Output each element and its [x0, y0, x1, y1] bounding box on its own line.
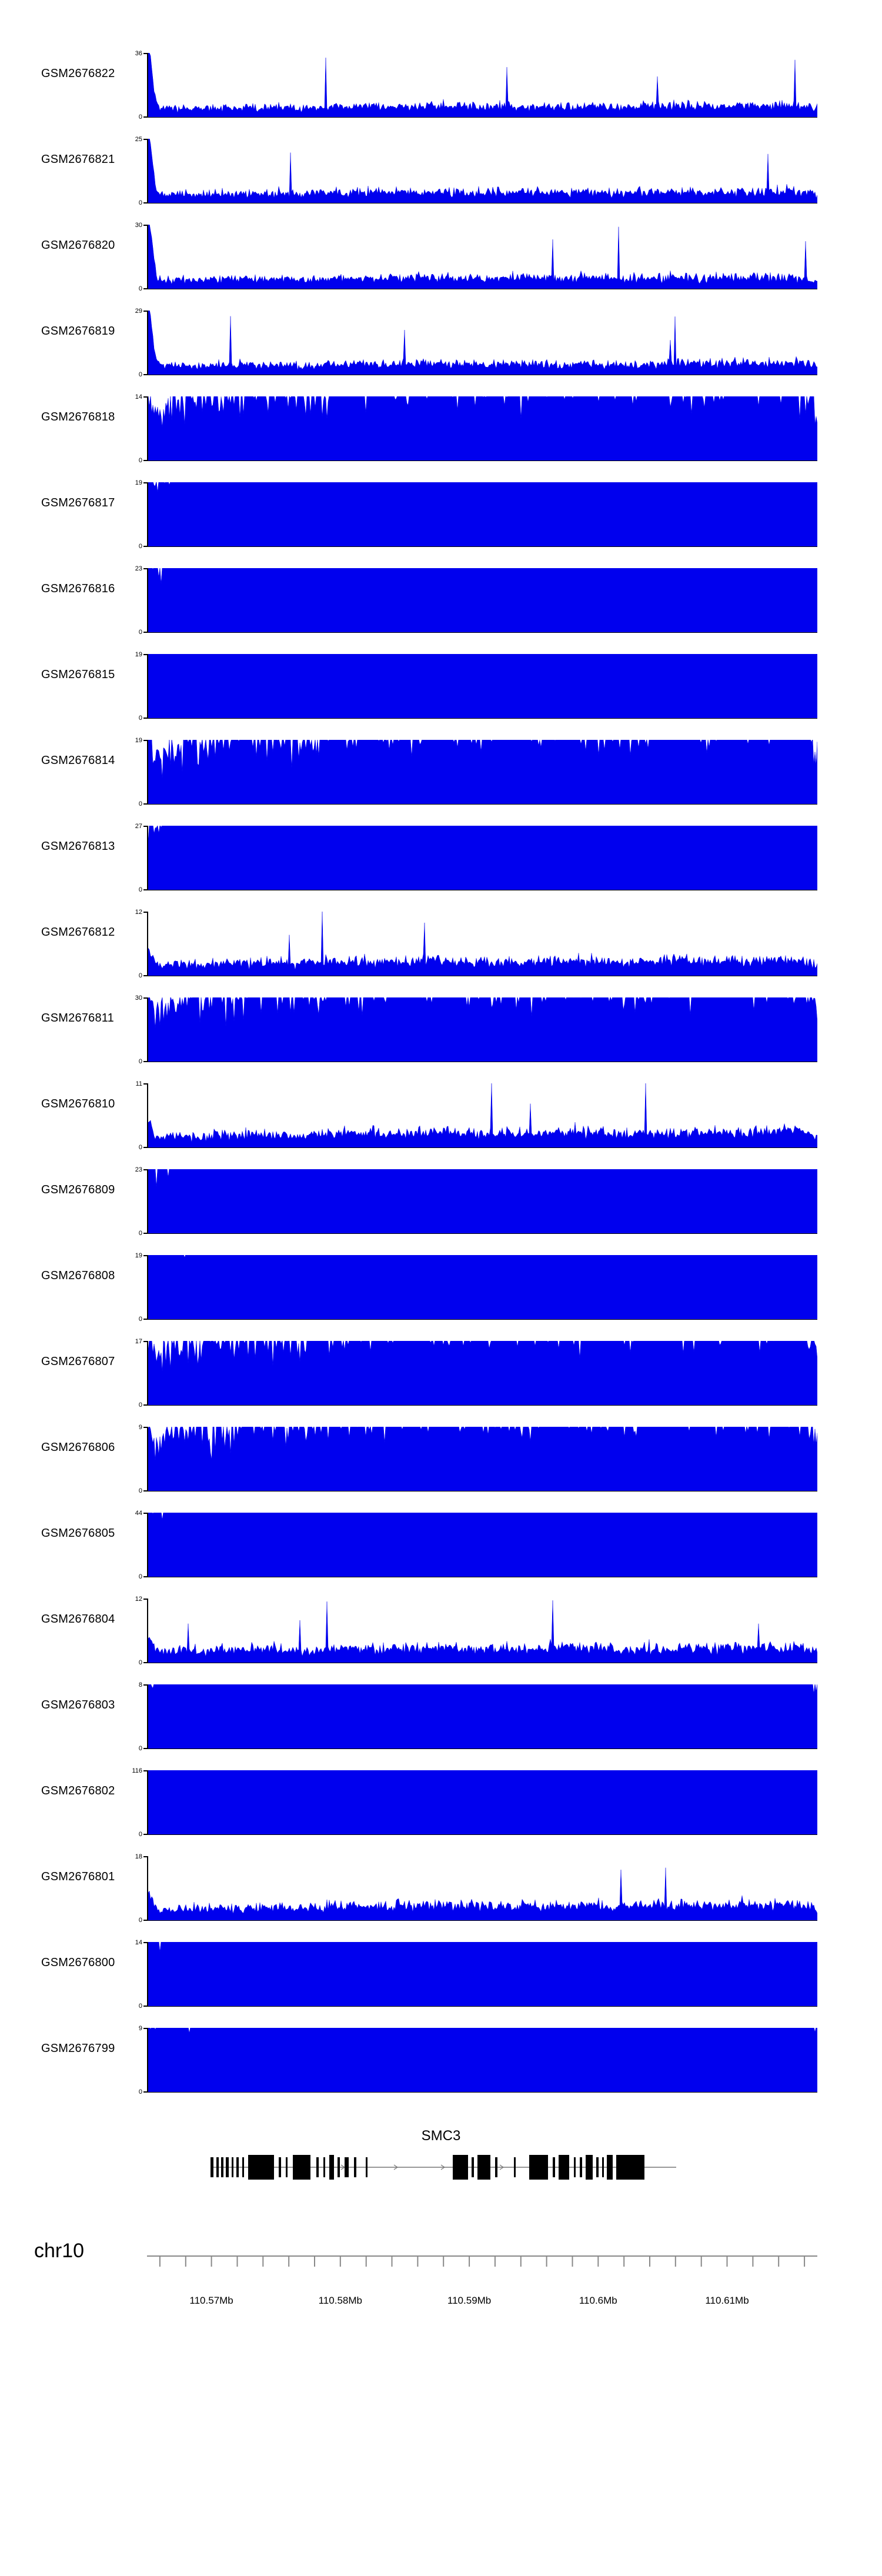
genome-axis	[0, 2235, 882, 2353]
coverage-area-svg	[148, 1341, 817, 1406]
track-plot-area	[135, 50, 817, 121]
coverage-track	[0, 1243, 882, 1329]
coverage-area-svg	[148, 826, 817, 890]
axis-tick-max	[143, 912, 147, 913]
track-sample-label: GSM2676805	[41, 1527, 115, 1540]
coverage-tracks	[0, 41, 882, 2102]
track-sample-label: GSM2676810	[41, 1097, 115, 1110]
track-ymin-label: 0	[138, 1058, 142, 1065]
track-plot-area	[135, 1510, 817, 1580]
track-ymax-label: 23	[135, 565, 142, 572]
track-ymax-label: 17	[135, 1338, 142, 1345]
coverage-area-svg	[148, 1083, 817, 1148]
coverage-area-svg	[148, 1942, 817, 2007]
axis-tick-min	[143, 1233, 147, 1234]
track-ymax-label: 18	[135, 1853, 142, 1860]
coverage-area-svg	[148, 912, 817, 976]
track-sample-label: GSM2676808	[41, 1269, 115, 1282]
axis-tick-min	[143, 1748, 147, 1749]
coverage-track	[0, 1157, 882, 1243]
track-plot-area	[135, 1338, 817, 1409]
track-plot-area	[132, 1767, 817, 1838]
coverage-area-svg	[148, 396, 817, 461]
coverage-track	[0, 2016, 882, 2102]
track-ymax-label: 14	[135, 1939, 142, 1946]
axis-tick-min	[143, 1061, 147, 1062]
axis-tick-max	[143, 53, 147, 54]
track-sample-label: GSM2676816	[41, 582, 115, 595]
track-ymax-label: 12	[135, 909, 142, 916]
track-sample-label: GSM2676820	[41, 239, 115, 252]
track-baseline	[148, 1920, 817, 1921]
track-ymax-label: 12	[135, 1596, 142, 1603]
track-ymin-label: 0	[138, 1917, 142, 1924]
track-ymin-label: 0	[138, 285, 142, 292]
axis-tick-min	[143, 1490, 147, 1491]
track-ymin-label: 0	[138, 715, 142, 722]
track-sample-label: GSM2676818	[41, 411, 115, 423]
axis-tick-max	[143, 1513, 147, 1514]
coverage-area-svg	[148, 1427, 817, 1491]
coverage-area-svg	[148, 1684, 817, 1749]
coverage-track	[0, 814, 882, 900]
track-ymin-label: 0	[138, 1402, 142, 1409]
coverage-area-svg	[148, 997, 817, 1062]
track-ymax-label: 9	[138, 2025, 142, 2032]
track-sample-label: GSM2676815	[41, 668, 115, 681]
axis-tick-min	[143, 116, 147, 118]
axis-tick-max	[143, 1341, 147, 1342]
track-ymin-label: 0	[138, 199, 142, 206]
coverage-track	[0, 986, 882, 1072]
track-sample-label: GSM2676812	[41, 926, 115, 939]
axis-tick-max	[143, 826, 147, 827]
axis-tick-max	[143, 2028, 147, 2029]
track-ymax-label: 27	[135, 823, 142, 830]
axis-tick-min	[143, 975, 147, 976]
gene-model-group	[211, 2155, 676, 2180]
track-ymin-label: 0	[138, 1659, 142, 1666]
track-sample-label: GSM2676817	[41, 496, 115, 509]
track-ymax-label: 19	[135, 1252, 142, 1259]
track-sample-label: GSM2676799	[41, 2042, 115, 2055]
coverage-track	[0, 1930, 882, 2016]
axis-tick-min	[143, 1662, 147, 1663]
axis-tick-min	[143, 288, 147, 289]
track-ymin-label: 0	[138, 1487, 142, 1494]
track-plot-area	[135, 1939, 817, 2010]
coverage-area-svg	[148, 53, 817, 118]
coverage-track	[0, 556, 882, 642]
track-ymax-label: 14	[135, 393, 142, 401]
axis-tick-min	[143, 2091, 147, 2093]
track-plot-area	[135, 737, 817, 807]
axis-tick-max	[143, 740, 147, 741]
track-plot-area	[135, 1080, 817, 1151]
axis-tick-label: 110.61Mb	[705, 2295, 749, 2306]
coverage-track	[0, 1844, 882, 1930]
track-ymin-label: 0	[138, 2088, 142, 2095]
track-plot-area	[138, 1424, 817, 1494]
track-sample-label: GSM2676822	[41, 67, 115, 80]
coverage-area-svg	[148, 2028, 817, 2093]
track-plot-area	[135, 1596, 817, 1666]
axis-tick-max	[143, 654, 147, 655]
track-sample-label: GSM2676806	[41, 1441, 115, 1454]
coverage-track	[0, 1673, 882, 1759]
coverage-track	[0, 1072, 882, 1157]
coverage-track	[0, 299, 882, 385]
track-sample-label: GSM2676821	[41, 153, 115, 166]
coverage-track	[0, 1329, 882, 1415]
axis-tick-max	[143, 225, 147, 226]
coverage-area-svg	[148, 568, 817, 633]
track-sample-label: GSM2676803	[41, 1699, 115, 1711]
track-ymax-label: 30	[135, 995, 142, 1002]
coverage-track	[0, 385, 882, 471]
track-ymin-label: 0	[138, 972, 142, 979]
axis-tick-max	[143, 1169, 147, 1170]
track-plot-area	[135, 222, 817, 292]
track-baseline	[148, 804, 817, 805]
axis-tick-max	[143, 311, 147, 312]
axis-tick-min	[143, 1404, 147, 1406]
gene-model-track	[0, 2123, 882, 2211]
axis-tick-min	[143, 632, 147, 633]
track-baseline	[148, 1319, 817, 1320]
axis-tick-min	[143, 889, 147, 890]
track-ymin-label: 0	[138, 1144, 142, 1151]
coverage-area-svg	[148, 1255, 817, 1320]
track-sample-label: GSM2676813	[41, 840, 115, 853]
axis-tick-max	[143, 1599, 147, 1600]
track-sample-label: GSM2676802	[41, 1784, 115, 1797]
coverage-area-svg	[148, 1770, 817, 1835]
axis-tick-label: 110.59Mb	[447, 2295, 492, 2306]
axis-tick-max	[143, 1770, 147, 1771]
axis-tick-min	[143, 1147, 147, 1148]
track-ymin-label: 0	[138, 886, 142, 893]
track-ymax-label: 19	[135, 737, 142, 744]
coverage-area-svg	[148, 311, 817, 375]
axis-tick-min	[143, 460, 147, 461]
track-sample-label: GSM2676811	[41, 1012, 114, 1025]
coverage-track	[0, 1501, 882, 1587]
axis-tick-label: 110.58Mb	[318, 2295, 362, 2306]
track-sample-label: GSM2676801	[41, 1870, 115, 1883]
axis-tick-min	[143, 1920, 147, 1921]
track-sample-label: GSM2676819	[41, 325, 115, 338]
axis-tick-label: 110.6Mb	[579, 2295, 617, 2306]
track-sample-label: GSM2676800	[41, 1956, 115, 1969]
coverage-track	[0, 642, 882, 728]
track-ymin-label: 0	[138, 543, 142, 550]
track-ymax-label: 44	[135, 1510, 142, 1517]
coverage-area-svg	[148, 654, 817, 719]
track-ymax-label: 19	[135, 651, 142, 658]
track-ymax-label: 23	[135, 1166, 142, 1173]
axis-tick-min	[143, 1576, 147, 1577]
axis-tick-min	[143, 2006, 147, 2007]
axis-tick-max	[143, 1684, 147, 1686]
track-plot-area	[135, 651, 817, 722]
track-plot-area	[135, 995, 817, 1065]
axis-tick-min	[143, 374, 147, 375]
axis-tick-min	[143, 1834, 147, 1835]
track-ymin-label: 0	[138, 1316, 142, 1323]
track-baseline	[148, 718, 817, 719]
track-ymax-label: 9	[138, 1424, 142, 1431]
coverage-track	[0, 41, 882, 127]
coverage-area-svg	[148, 1169, 817, 1234]
track-ymax-label: 8	[138, 1681, 142, 1689]
coverage-track	[0, 1587, 882, 1673]
axis-tick-min	[143, 202, 147, 203]
track-ymax-label: 11	[135, 1080, 142, 1087]
track-baseline	[148, 117, 817, 118]
track-baseline	[148, 1834, 817, 1835]
coverage-track	[0, 900, 882, 986]
track-sample-label: GSM2676814	[41, 754, 115, 767]
axis-tick-min	[143, 1319, 147, 1320]
track-sample-label: GSM2676807	[41, 1355, 115, 1368]
track-ymin-label: 0	[138, 1573, 142, 1580]
gene-name-label: SMC3	[421, 2128, 461, 2144]
track-plot-area	[138, 1681, 817, 1752]
coverage-area-svg	[148, 1513, 817, 1577]
coverage-track	[0, 213, 882, 299]
axis-tick-max	[143, 1942, 147, 1943]
track-plot-area	[135, 565, 817, 636]
track-baseline	[148, 1233, 817, 1234]
track-baseline	[148, 546, 817, 547]
coverage-area-svg	[148, 1856, 817, 1921]
track-plot-area	[135, 393, 817, 464]
axis-tick-min	[143, 546, 147, 547]
track-plot-area	[138, 2025, 817, 2095]
coverage-track	[0, 471, 882, 556]
track-plot-area	[135, 823, 817, 893]
gene-model-svg	[147, 2147, 817, 2188]
axis-tick-labels	[147, 2241, 817, 2311]
track-baseline	[148, 2092, 817, 2093]
axis-tick-min	[143, 803, 147, 805]
track-ymax-label: 30	[135, 222, 142, 229]
axis-tick-max	[143, 1083, 147, 1085]
track-plot-area	[135, 1853, 817, 1924]
track-plot-area	[135, 1166, 817, 1237]
coverage-area-svg	[148, 740, 817, 805]
coverage-track	[0, 728, 882, 814]
coverage-area-svg	[148, 1599, 817, 1663]
axis-tick-max	[143, 568, 147, 569]
track-ymax-label: 116	[132, 1767, 142, 1774]
coverage-track	[0, 1759, 882, 1844]
track-plot-area	[135, 479, 817, 550]
axis-tick-label: 110.57Mb	[189, 2295, 233, 2306]
track-ymax-label: 36	[135, 50, 142, 57]
track-ymin-label: 0	[138, 629, 142, 636]
track-plot-area	[135, 308, 817, 378]
axis-tick-max	[143, 396, 147, 398]
axis-tick-max	[143, 139, 147, 140]
track-ymin-label: 0	[138, 800, 142, 807]
track-sample-label: GSM2676804	[41, 1613, 115, 1626]
coverage-area-svg	[148, 225, 817, 289]
axis-tick-max	[143, 1856, 147, 1857]
track-sample-label: GSM2676809	[41, 1183, 115, 1196]
track-ymin-label: 0	[138, 2003, 142, 2010]
chromosome-label: chr10	[34, 2240, 85, 2262]
track-baseline	[148, 1405, 817, 1406]
track-plot-area	[135, 909, 817, 979]
axis-tick-max	[143, 1255, 147, 1256]
track-ymin-label: 0	[138, 371, 142, 378]
coverage-track	[0, 127, 882, 213]
coverage-track	[0, 1415, 882, 1501]
axis-tick-max	[143, 997, 147, 999]
coverage-area-svg	[148, 482, 817, 547]
track-ymin-label: 0	[138, 114, 142, 121]
axis-tick-max	[143, 482, 147, 483]
track-ymin-label: 0	[138, 457, 142, 464]
axis-tick-max	[143, 1427, 147, 1428]
track-plot-area	[135, 136, 817, 206]
track-baseline	[148, 1147, 817, 1148]
coverage-area-svg	[148, 139, 817, 203]
track-baseline	[148, 2006, 817, 2007]
track-ymax-label: 29	[135, 308, 142, 315]
track-plot-area	[135, 1252, 817, 1323]
track-baseline	[148, 632, 817, 633]
track-ymax-label: 19	[135, 479, 142, 486]
track-ymin-label: 0	[138, 1831, 142, 1838]
track-ymin-label: 0	[138, 1745, 142, 1752]
track-ymin-label: 0	[138, 1230, 142, 1237]
track-ymax-label: 25	[135, 136, 142, 143]
axis-tick-min	[143, 718, 147, 719]
